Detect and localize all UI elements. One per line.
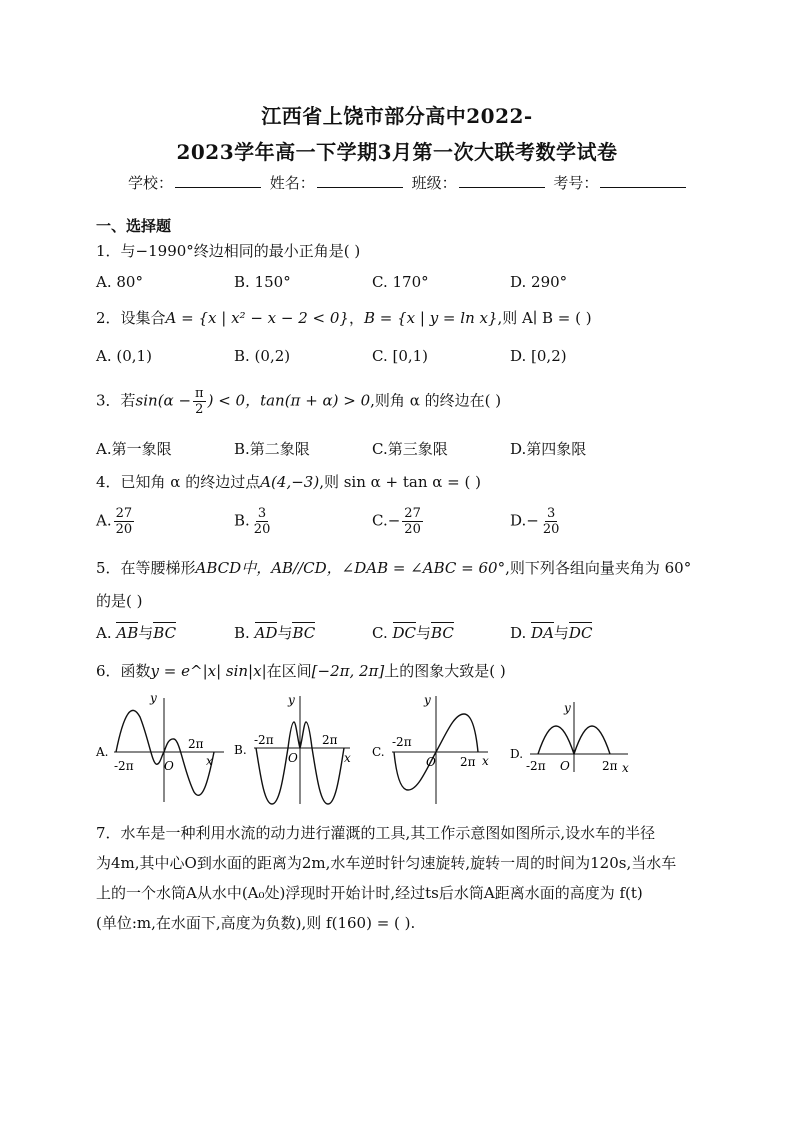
q6-mid: 在区间	[266, 662, 312, 680]
q5-condition: 中，AB//CD，∠DAB = ∠ABC = 60°	[241, 559, 506, 577]
q4-prefix: 4．已知角 α 的终边过点	[96, 473, 261, 491]
q1-option-c[interactable]: C. 170°	[372, 273, 429, 291]
school-label: 学校：	[128, 174, 174, 192]
q6-graph-c[interactable]	[370, 692, 520, 807]
y-label: y	[288, 693, 295, 707]
neg-2pi-label: -2π	[254, 733, 274, 747]
q3-frac-num: π	[195, 386, 204, 401]
q4-suffix: ,则 sin α + tan α = ( )	[319, 473, 481, 491]
pos-2pi-label: 2π	[188, 737, 204, 751]
x-label: x	[344, 751, 351, 765]
q2-suffix: ,则 A∣ B = ( )	[497, 309, 592, 327]
q1-option-d[interactable]: D. 290°	[510, 273, 568, 291]
pos-2pi-label: 2π	[602, 759, 618, 773]
q4-a-den: 20	[115, 522, 133, 537]
q5-option-b[interactable]	[234, 622, 315, 643]
class-label: 班级：	[411, 174, 457, 192]
q4-point: A(4,−3)	[260, 473, 320, 491]
q4-a-fraction	[114, 506, 135, 537]
q4-d-fraction	[541, 506, 562, 537]
q3-suffix: ,则角 α 的终边在( )	[370, 391, 502, 410]
q3-cond2: ，tan(π + α) > 0	[245, 391, 371, 410]
name-blank[interactable]	[317, 173, 403, 188]
origin-label: O	[426, 755, 436, 769]
q5-c-label: C.	[372, 624, 388, 642]
q4-option-a[interactable]	[96, 506, 136, 537]
y-label: y	[564, 701, 571, 715]
q6-suffix: 上的图象大致是( )	[384, 662, 506, 680]
q6-graph-b[interactable]	[232, 692, 382, 807]
q7-line-2: 为4m,其中心O到水面的距离为2m,水车逆时针匀速旋转,旋转一周的时间为120s,当水车	[96, 854, 677, 872]
q5-shape: ABCD	[195, 559, 242, 577]
q2-option-c[interactable]: C. [0,1)	[372, 347, 429, 365]
q5-line-2: 的是( )	[96, 592, 143, 610]
q2-option-b[interactable]: B. (0,2)	[234, 347, 291, 365]
class-blank[interactable]	[459, 173, 545, 188]
q5-d-label: D.	[510, 624, 527, 642]
origin-label: O	[560, 759, 570, 773]
q6-interval: [−2π, 2π]	[311, 662, 385, 680]
q4-c-den: 20	[404, 522, 421, 537]
q5-option-c[interactable]	[372, 622, 454, 643]
q7-line-3: 上的一个水筒A从水中(A₀处)浮现时开始计时,经过ts后水筒A距离水面的高度为 f(t)	[96, 884, 643, 902]
exam-number-label: 考号：	[553, 174, 599, 192]
q3-cond1-left: sin(α −	[135, 391, 192, 410]
q4-b-fraction	[252, 506, 273, 537]
q3-option-d[interactable]: D.第四象限	[510, 440, 587, 458]
q3-option-a[interactable]: A.第一象限	[96, 440, 172, 458]
q2-option-a[interactable]: A. (0,1)	[96, 347, 152, 365]
q6-graph-d[interactable]	[508, 692, 658, 807]
q5-d-conj: 与	[553, 624, 569, 642]
q4-option-d[interactable]	[510, 506, 563, 537]
q6-prefix: 6．函数	[96, 662, 151, 680]
question-3	[96, 386, 501, 417]
title-line-1: 江西省上饶市部分高中2022-	[261, 104, 533, 128]
q3-fraction	[193, 386, 206, 417]
q6-graph-c-svg	[370, 692, 520, 807]
q2-prefix: 2．设集合	[96, 309, 166, 327]
q4-d-num: 3	[546, 506, 556, 521]
q5-d-vector-2: DC	[568, 624, 593, 642]
option-label: B.	[234, 743, 247, 757]
q5-prefix: 5．在等腰梯形	[96, 559, 196, 577]
title-line-2: 2023学年高一下学期3月第一次大联考数学试卷	[176, 140, 618, 164]
question-6	[96, 660, 506, 681]
q5-a-vector-1: AB	[116, 624, 139, 642]
q5-b-conj: 与	[277, 624, 293, 642]
q2-set-b: B = {x | y = ln x}	[363, 309, 498, 327]
pos-2pi-label: 2π	[322, 733, 338, 747]
question-2	[96, 307, 592, 328]
q3-option-c[interactable]: C.第三象限	[372, 440, 448, 458]
q4-d-sign: −	[526, 511, 539, 530]
q5-suffix: ,则下列各组向量夹角为 60°	[505, 559, 692, 577]
question-7	[96, 818, 706, 938]
q7-line-1: 7．水车是一种利用水流的动力进行灌溉的工具,其工作示意图如图所示,设水车的半径	[96, 824, 656, 842]
q4-c-num: 27	[404, 506, 421, 521]
q5-c-vector-1: DC	[392, 624, 417, 642]
question-4	[96, 471, 481, 492]
option-label: C.	[372, 745, 385, 759]
q5-b-label: B.	[234, 624, 250, 642]
curve	[116, 710, 214, 795]
y-label: y	[150, 692, 157, 705]
student-info-row	[128, 172, 690, 193]
q5-a-label: A.	[96, 624, 112, 642]
neg-2pi-label: -2π	[114, 759, 134, 773]
q4-c-label: C.	[372, 511, 388, 530]
q6-graph-a-svg	[94, 692, 244, 807]
q1-suffix: 终边相同的最小正角是( )	[193, 242, 361, 260]
q5-c-conj: 与	[416, 624, 432, 642]
q1-option-b[interactable]: B. 150°	[234, 273, 291, 291]
q6-graph-b-svg	[232, 692, 382, 807]
q6-function: y = e^|x| sin|x|	[150, 662, 267, 680]
option-label: D.	[510, 747, 524, 761]
q5-a-conj: 与	[138, 624, 154, 642]
x-label: x	[206, 754, 213, 768]
option-label: A.	[96, 745, 109, 759]
q1-option-a[interactable]: A. 80°	[96, 273, 143, 291]
q2-option-d[interactable]: D. [0,2)	[510, 347, 567, 365]
q3-option-b[interactable]: B.第二象限	[234, 440, 310, 458]
q3-frac-den: 2	[195, 402, 204, 417]
q4-a-num: 27	[115, 506, 133, 521]
q4-option-b[interactable]	[234, 506, 274, 537]
q4-a-label: A.	[96, 511, 112, 530]
y-label: y	[424, 693, 431, 707]
q3-prefix: 3．若	[96, 391, 136, 410]
q5-option-d[interactable]	[510, 622, 592, 643]
school-blank[interactable]	[175, 173, 261, 188]
section-heading: 一、选择题	[96, 217, 172, 235]
x-label: x	[622, 761, 629, 775]
neg-2pi-label: -2π	[526, 759, 546, 773]
pos-2pi-label: 2π	[460, 755, 476, 769]
q4-option-c[interactable]	[372, 506, 425, 537]
q4-d-den: 20	[542, 522, 560, 537]
q7-line-4: (单位:m,在水面下,高度为负数),则 f(160) = ( ).	[96, 914, 416, 932]
neg-2pi-label: -2π	[392, 735, 412, 749]
q5-c-vector-2: BC	[431, 624, 454, 642]
exam-number-blank[interactable]	[600, 173, 686, 188]
q4-d-label: D.	[510, 511, 527, 530]
q5-a-vector-2: BC	[153, 624, 177, 642]
x-label: x	[482, 754, 489, 768]
origin-label: O	[288, 751, 298, 765]
q4-b-num: 3	[257, 506, 267, 521]
question-5	[96, 557, 691, 578]
q5-option-a[interactable]	[96, 622, 176, 643]
q4-b-den: 20	[253, 522, 271, 537]
origin-label: O	[164, 759, 174, 773]
q2-separator: ，	[348, 309, 364, 327]
name-label: 姓名：	[269, 174, 315, 192]
q1-angle: −1990°	[135, 242, 194, 260]
q6-graph-d-svg	[508, 692, 658, 807]
q5-d-vector-1: DA	[531, 624, 554, 642]
q5-b-vector-1: AD	[254, 624, 278, 642]
q4-b-label: B.	[234, 511, 250, 530]
q2-set-a: A = {x | x² − x − 2 < 0}	[165, 309, 349, 327]
q5-b-vector-2: BC	[292, 624, 316, 642]
q3-cond1-right: ) < 0	[207, 391, 246, 410]
q4-c-fraction	[402, 506, 423, 537]
question-1	[96, 240, 360, 261]
q4-c-sign: −	[387, 511, 401, 530]
q6-graph-a[interactable]	[94, 692, 244, 807]
q1-prefix: 1．与	[96, 242, 136, 260]
